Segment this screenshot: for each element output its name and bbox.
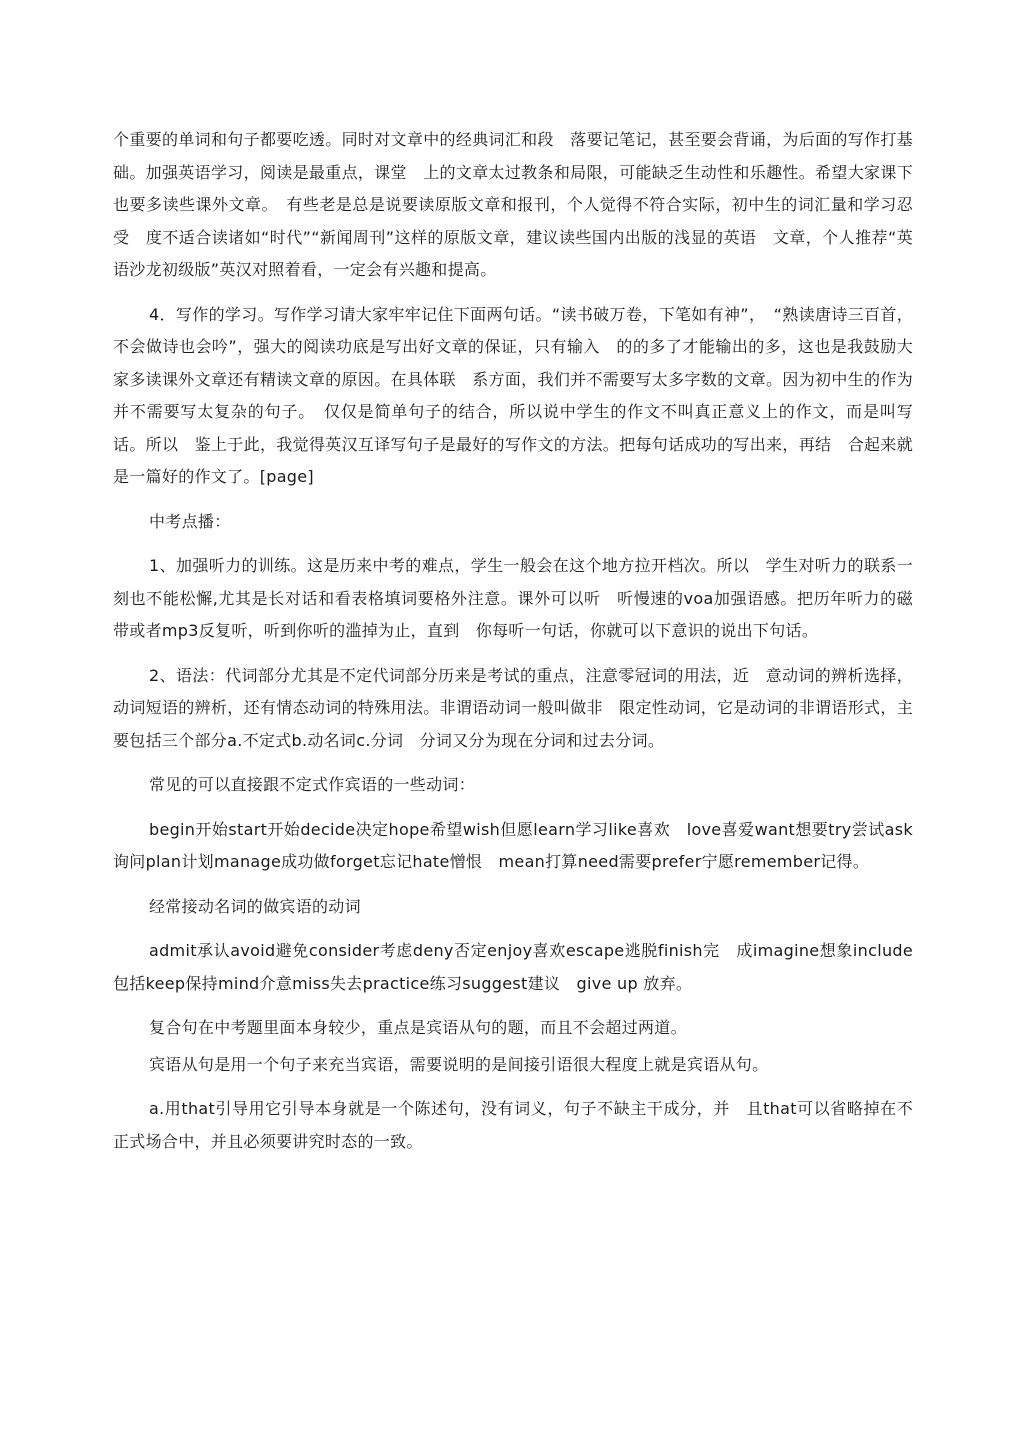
section-heading-exam-tips: 中考点播： xyxy=(149,511,231,531)
paragraph-object-clause: 宾语从句是用一个句子来充当宾语，需要说明的是间接引语很大程度上就是宾语从句。 xyxy=(149,1054,769,1074)
paragraph-reading-advice: 个重要的单词和句子都要吃透。同时对文章中的经典词汇和段 落要记笔记，甚至要会背诵，为后面的写作打基础。加强英语学习，阅读是最重点，课堂 上的文章太过教条和局限，可能缺乏生动性和乐趣性。希望大家课下也要多读些课外文章。 有些老是总是说要读原版文章和报刊，个人觉得不符合实际，初中生的词汇量和学习忍受 度不适合读诸如“时代”“新闻周刊”这样的原版文章，建议读些国内出版的浅显的英语 文章，个人推荐“英语沙龙初级版”英汉对照着看，一定会有兴趣和提高。 xyxy=(113,130,913,279)
paragraph-gerund-intro: 经常接动名词的做宾语的动词 xyxy=(149,896,361,916)
paragraph-grammar: 2、语法：代词部分尤其是不定代词部分历来是考试的重点，注意零冠词的用法，近 意动词的辨析选择，动词短语的辨析，还有情态动词的特殊用法。非谓语动词一般叫做非 限定性动词，它是动词的非谓语形式，主要包括三个部分a.不定式b.动名词c.分词 分词又分为现在分词和过去分词。 xyxy=(113,665,913,750)
paragraph-infinitive-verbs: begin开始start开始decide决定hope希望wish但愿learn学习like喜欢 love喜爱want想要try尝试ask询问plan计划manage成功做forget忘记hate憎恨 mean打算need需要prefer宁愿remember记得。 xyxy=(113,819,913,871)
paragraph-writing-study: 4．写作的学习。写作学习请大家牢牢记住下面两句话。“读书破万卷，下笔如有神”， “熟读唐诗三百首，不会做诗也会吟”，强大的阅读功底是写出好文章的保证，只有输入 的的多了才能输出的多，这也是我鼓励大家多读课外文章还有精读文章的原因。在具体联 系方面，我们并不需要写太多字数的文章。因为初中生的作为并不需要写太复杂的句子。 仅仅是简单句子的结合，所以说中学生的作文不叫真正意义上的作文，而是叫写话。所以 鉴上于此，我觉得英汉互译写句子是最好的写作文的方法。把每句话成功的写出来，再结 合起来就是一篇好的作文了。[page] xyxy=(113,304,913,486)
paragraph-that-clause: a.用that引导用它引导本身就是一个陈述句，没有词义，句子不缺主干成分，并 且that可以省略掉在不正式场合中，并且必须要讲究时态的一致。 xyxy=(113,1099,913,1151)
paragraph-gerund-verbs: admit承认avoid避免consider考虑deny否定enjoy喜欢escape逃脱finish完 成imagine想象include包括keep保持mind介意miss失去practice练习suggest建议 give up 放弃。 xyxy=(113,941,913,993)
paragraph-infinitive-intro: 常见的可以直接跟不定式作宾语的一些动词： xyxy=(149,775,476,794)
document-page xyxy=(113,124,913,1158)
paragraph-compound-sentences: 复合句在中考题里面本身较少，重点是宾语从句的题，而且不会超过两道。 xyxy=(149,1018,687,1037)
paragraph-listening: 1、加强听力的训练。这是历来中考的难点，学生一般会在这个地方拉开档次。所以 学生对听力的联系一刻也不能松懈,尤其是长对话和看表格填词要格外注意。课外可以听 听慢速的voa加强语感。把历年听力的磁带或者mp3反复听，听到你听的滥掉为止，直到 你每听一句话，你就可以下意识的说出下句话。 xyxy=(113,556,913,640)
